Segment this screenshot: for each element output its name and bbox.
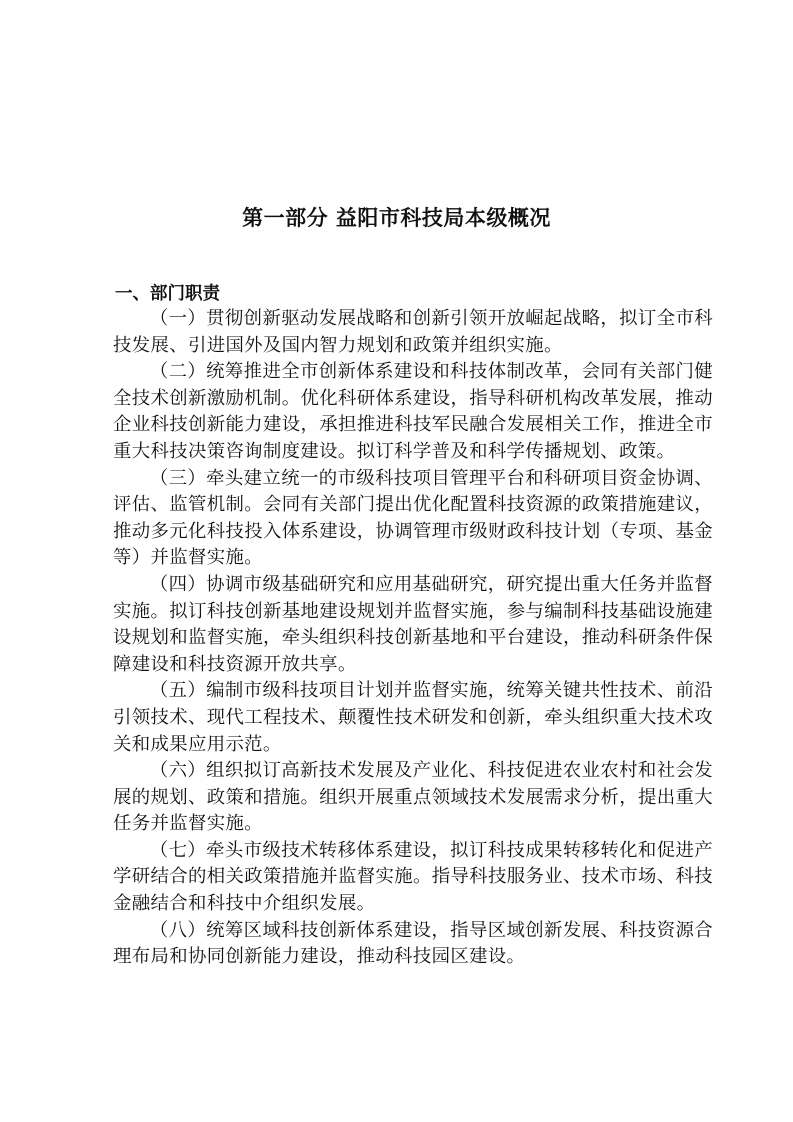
paragraph-2: （二）统筹推进全市创新体系建设和科技体制改革，会同有关部门健全技术创新激励机制。优化科研体系建设，指导科研机构改革发展，推动企业科技创新能力建设，承担推进科技军民融合发展相关工作，推进全市重大科技决策咨询制度建设。拟订科学普及和科学传播规划、政策。 (113, 361, 713, 462)
paragraph-7: （七）牵头市级技术转移体系建设，拟订科技成果转移转化和促进产学研结合的相关政策措施并监督实施。指导科技服务业、技术市场、科技金融结合和科技中介组织发展。 (113, 839, 713, 915)
paragraph-6: （六）组织拟订高新技术发展及产业化、科技促进农业农村和社会发展的规划、政策和措施。组织开展重点领域技术发展需求分析，提出重大任务并监督实施。 (113, 760, 713, 835)
paragraph-8: （八）统筹区域科技创新体系建设，指导区域创新发展、科技资源合理布局和协同创新能力建设，推动科技园区建设。 (113, 919, 713, 968)
paragraph-4: （四）协调市级基础研究和应用基础研究，研究提出重大任务并监督实施。拟订科技创新基地建设规划并监督实施，参与编制科技基础设施建设规划和监督实施，牵头组织科技创新基地和平台建设，推动科研条件保障建设和科技资源开放共享。 (113, 573, 713, 675)
paragraph-5: （五）编制市级科技项目计划并监督实施，统筹关键共性技术、前沿引领技术、现代工程技术、颠覆性技术研发和创新，牵头组织重大技术攻关和成果应用示范。 (113, 680, 713, 755)
page-title: 第一部分 益阳市科技局本级概况 (242, 206, 551, 230)
paragraph-1: （一）贯彻创新驱动发展战略和创新引领开放崛起战略，拟订全市科技发展、引进国外及国内智力规划和政策并组织实施。 (113, 308, 713, 356)
section-heading: 一、部门职责 (115, 284, 220, 304)
document-body (113, 306, 713, 971)
paragraph-3: （三）牵头建立统一的市级科技项目管理平台和科研项目资金协调、评估、监管机制。会同有关部门提出优化配置科技资源的政策措施建议，推动多元化科技投入体系建设，协调管理市级财政科技计划（专项、基金等）并监督实施。 (113, 467, 713, 569)
